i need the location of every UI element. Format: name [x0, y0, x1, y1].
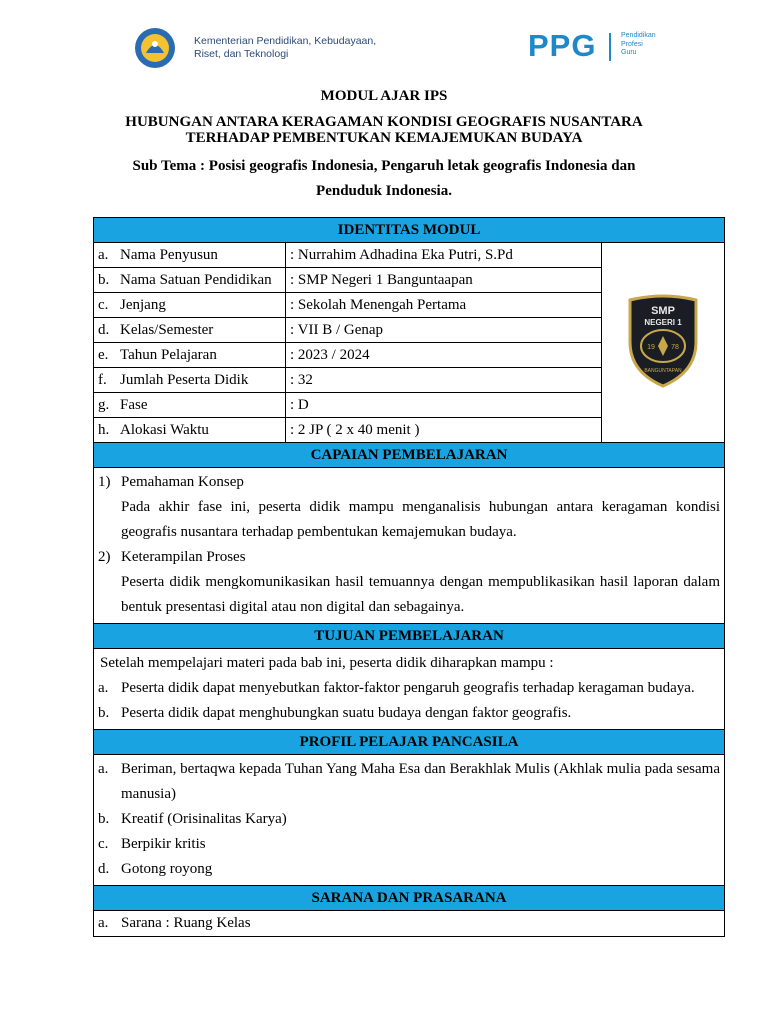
identitas-row [94, 243, 725, 268]
tujuan-body [94, 649, 725, 730]
logo-text-bottom: BANGUNTAPAN [644, 368, 682, 374]
list-key: d. [98, 861, 110, 877]
list-item: Peserta didik dapat menyebutkan faktor-faktor pengaruh geografis terhadap keragaman budaya. [121, 680, 695, 696]
logo-year-left: 19 [647, 344, 655, 351]
logo-text-negeri: NEGERI 1 [644, 318, 682, 327]
tujuan-intro: Setelah mempelajari materi pada bab ini, peserta didik diharapkan mampu : [100, 655, 554, 671]
tut-wuri-handayani-logo [133, 27, 177, 69]
row-label: Jumlah Peserta Didik [120, 372, 249, 388]
row-key: f. [98, 372, 107, 388]
list-item: Berpikir kritis [121, 836, 206, 852]
row-key: e. [98, 347, 109, 363]
row-value: : 32 [286, 368, 602, 393]
row-key: c. [98, 297, 109, 313]
list-key: b. [98, 705, 110, 721]
list-item: Beriman, bertaqwa kepada Tuhan Yang Maha Esa dan Berakhlak Mulis (Akhlak mulia pada sesama manusia) [121, 761, 720, 802]
row-key: g. [98, 397, 110, 413]
list-num: 1) [98, 474, 111, 490]
ppg-subtitle: Pendidikan Profesi Guru [621, 32, 656, 56]
sarana-body [94, 911, 725, 937]
doc-title: MODUL AJAR IPS [320, 88, 448, 104]
row-key: a. [98, 247, 109, 263]
profil-body [94, 755, 725, 886]
list-item: Peserta didik dapat menghubungkan suatu budaya dengan faktor geografis. [121, 705, 572, 721]
row-value: : SMP Negeri 1 Banguntaapan [286, 268, 602, 293]
list-key: a. [98, 680, 109, 696]
row-value: : Sekolah Menengah Pertama [286, 293, 602, 318]
capaian-item-title: Pemahaman Konsep [121, 474, 244, 490]
ministry-name: Kementerian Pendidikan, Kebudayaan, Riset, dan Teknologi [194, 35, 377, 60]
row-label: Nama Penyusun [120, 247, 218, 263]
capaian-item-text: Peserta didik mengkomunikasikan hasil temuannya dengan mempublikasikan hasil laporan dalam bentuk presentasi digital atau non digital dan sebagainya. [121, 574, 720, 615]
list-key: a. [98, 761, 109, 777]
row-value: : VII B / Genap [286, 318, 602, 343]
module-table [93, 217, 725, 937]
doc-subtema: Sub Tema : Posisi geografis Indonesia, Pengaruh letak geografis Indonesia dan Penduduk Indonesia. [132, 158, 636, 199]
list-num: 2) [98, 549, 111, 565]
row-label: Kelas/Semester [120, 322, 214, 338]
capaian-body [94, 468, 725, 624]
list-key: a. [98, 915, 109, 931]
row-value: : Nurrahim Adhadina Eka Putri, S.Pd [286, 243, 602, 268]
list-item: Kreatif (Orisinalitas Karya) [121, 811, 287, 827]
row-label: Fase [120, 397, 148, 413]
row-key: d. [98, 322, 110, 338]
row-label: Tahun Pelajaran [120, 347, 217, 363]
list-item: Sarana : Ruang Kelas [121, 915, 251, 931]
doc-subtitle: HUBUNGAN ANTARA KERAGAMAN KONDISI GEOGRAFIS NUSANTARA TERHADAP PEMBENTUKAN KEMAJEMUKAN BUDAYA [125, 114, 643, 146]
row-value: : 2 JP ( 2 x 40 menit ) [286, 418, 602, 443]
logo-year-right: 78 [671, 344, 679, 351]
row-label: Alokasi Waktu [120, 422, 209, 438]
row-key: b. [98, 272, 110, 288]
list-key: c. [98, 836, 109, 852]
profil-heading: PROFIL PELAJAR PANCASILA [94, 730, 725, 755]
capaian-item-text: Pada akhir fase ini, peserta didik mampu menganalisis hubungan antara keragaman kondisi geografis nusantara terhadap pembentukan kemajemukan budaya. [121, 499, 720, 540]
capaian-heading: CAPAIAN PEMBELAJARAN [94, 443, 725, 468]
ppg-divider [609, 33, 611, 61]
row-label: Nama Satuan Pendidikan [120, 272, 272, 288]
list-key: b. [98, 811, 110, 827]
list-item: Gotong royong [121, 861, 213, 877]
row-value: : 2023 / 2024 [286, 343, 602, 368]
school-logo-icon [624, 292, 702, 388]
ppg-logo: PPG [528, 28, 597, 63]
logo-text-smp: SMP [651, 305, 675, 317]
capaian-item-title: Keterampilan Proses [121, 549, 246, 565]
sarana-heading: SARANA DAN PRASARANA [94, 886, 725, 911]
row-label: Jenjang [120, 297, 166, 313]
page-header [0, 0, 768, 80]
row-value: : D [286, 393, 602, 418]
identitas-heading: IDENTITAS MODUL [94, 218, 725, 243]
tujuan-heading: TUJUAN PEMBELAJARAN [94, 624, 725, 649]
school-logo-cell [602, 243, 725, 443]
row-key: h. [98, 422, 110, 438]
